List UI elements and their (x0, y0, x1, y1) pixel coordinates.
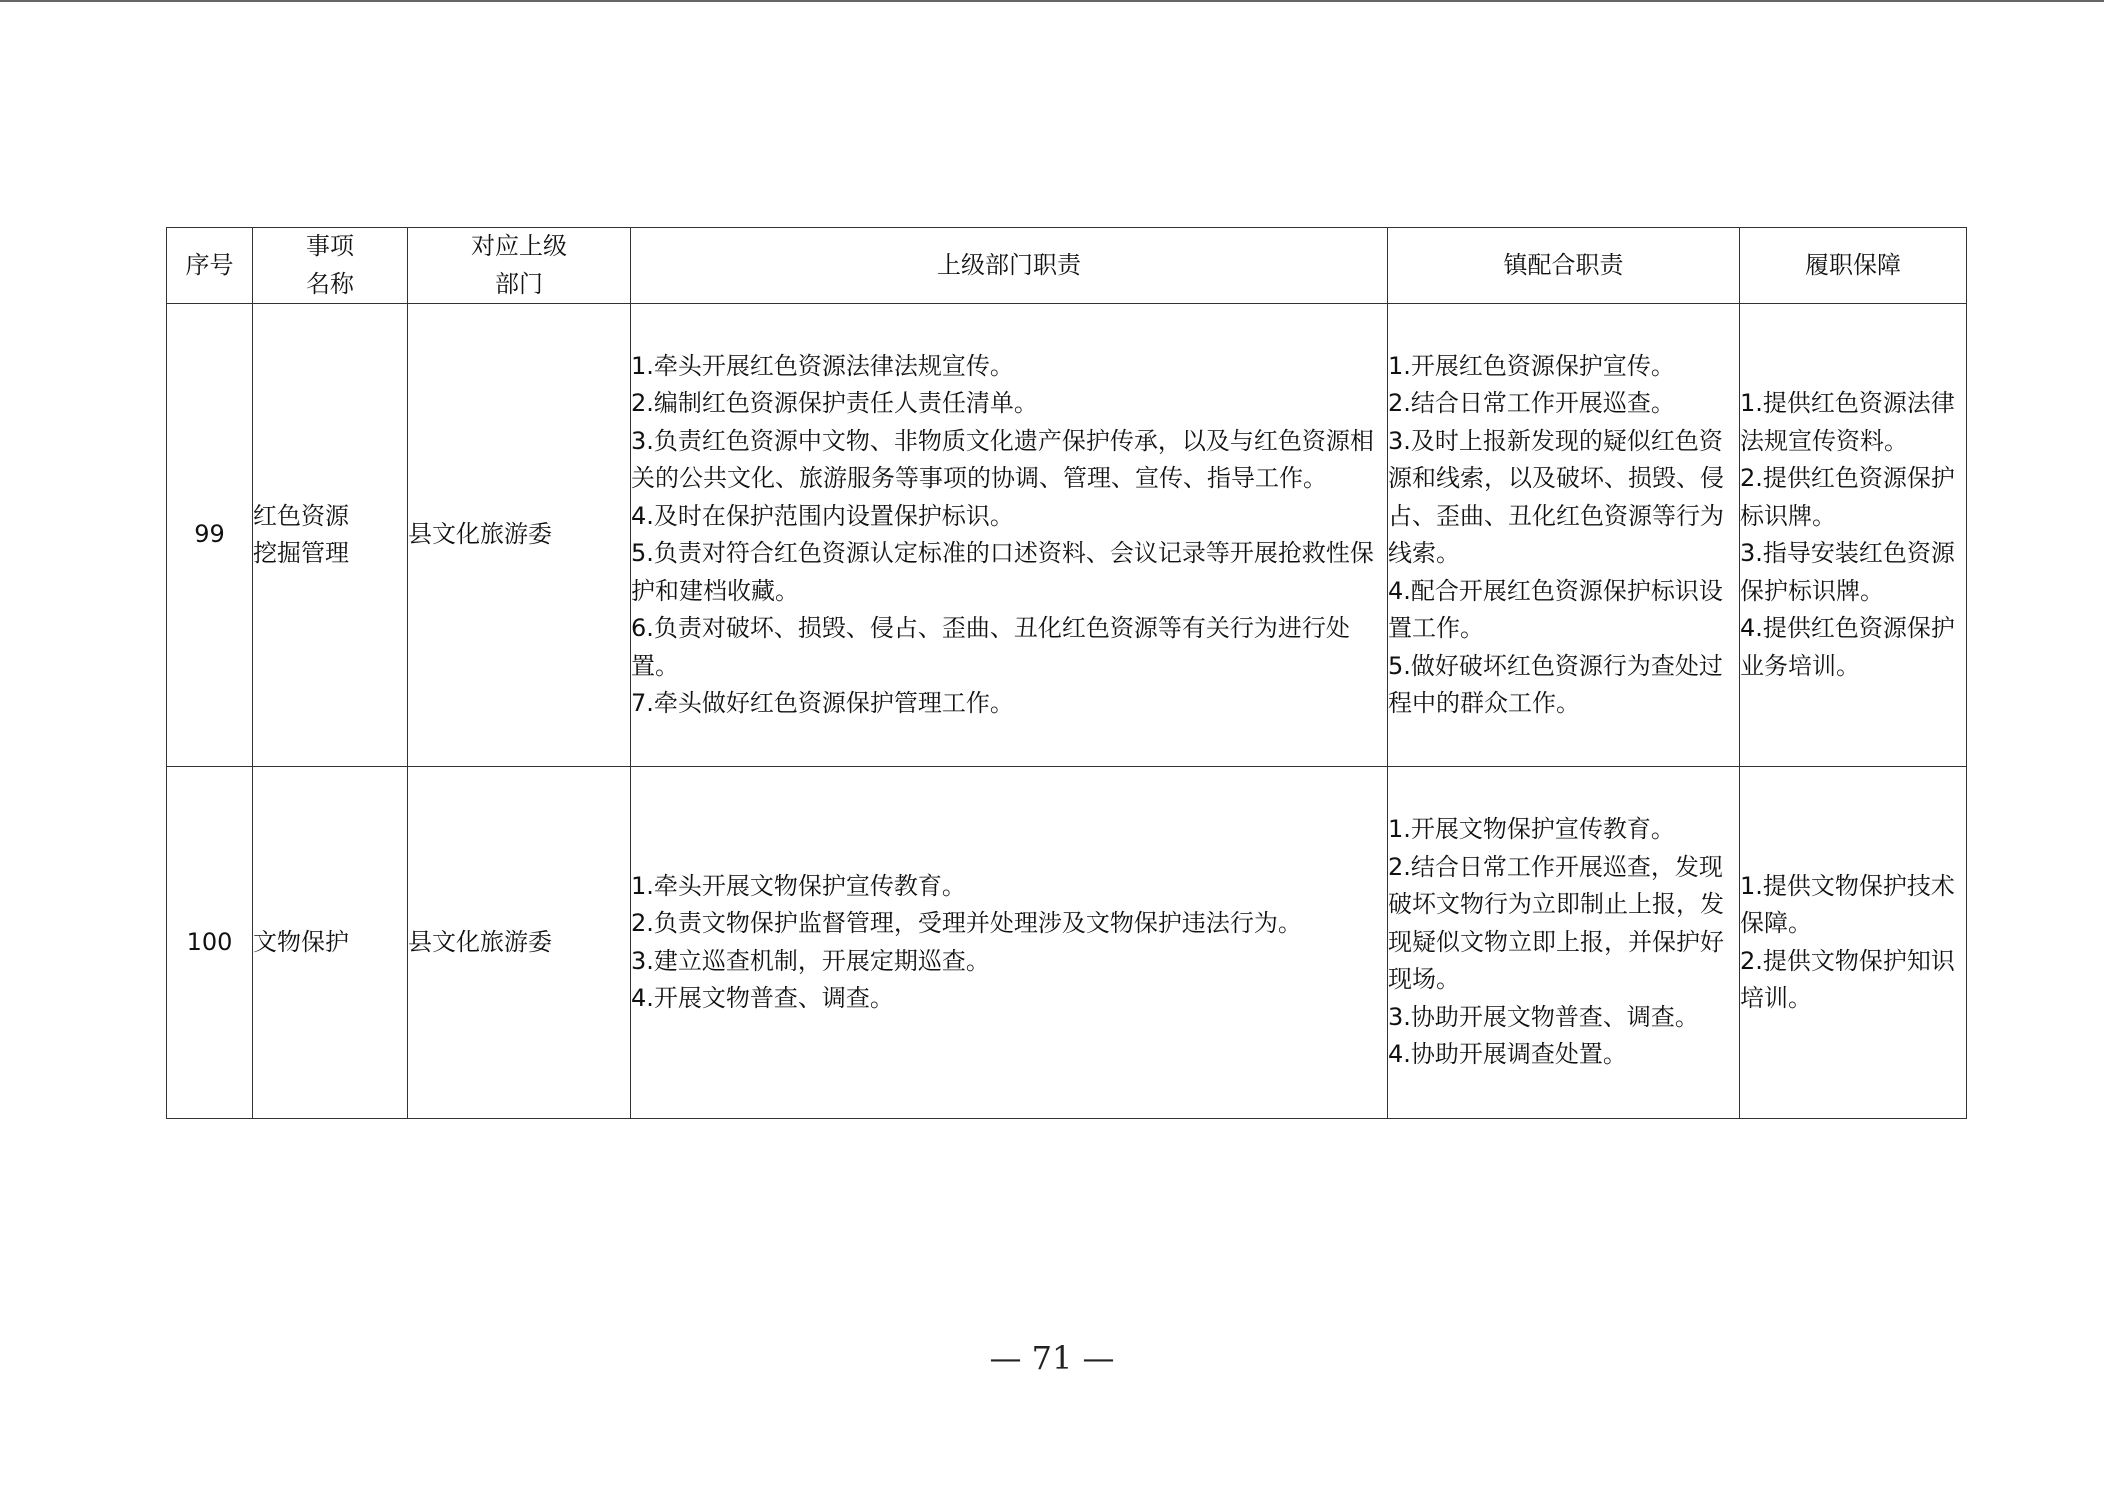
town-duty-item: 4.配合开展红色资源保护标识设置工作。 (1388, 576, 1723, 642)
header-superior-dept-line: 部门 (495, 269, 543, 298)
header-superior-dept (408, 228, 631, 304)
town-duty-item: 4.协助开展调查处置。 (1388, 1040, 1627, 1069)
row-superior-duties (631, 767, 1388, 1119)
guarantee-item: 4.提供红色资源保护业务培训。 (1740, 614, 1955, 680)
row-guarantee (1740, 304, 1967, 767)
duty-item: 6.负责对破坏、损毁、侵占、歪曲、丑化红色资源等有关行为进行处置。 (631, 614, 1350, 680)
header-item-name-line: 事项 (306, 232, 354, 260)
guarantee-item: 3.指导安装红色资源保护标识牌。 (1740, 539, 1955, 605)
table-row (167, 304, 1967, 767)
row-superior-dept: 县文化旅游委 (408, 304, 631, 767)
duty-item: 4.及时在保护范围内设置保护标识。 (631, 501, 1014, 530)
row-item-name (253, 304, 408, 767)
row-guarantee (1740, 767, 1967, 1119)
duty-item: 2.编制红色资源保护责任人责任清单。 (631, 389, 1038, 417)
item-name-line: 红色资源 (253, 501, 349, 530)
duty-table (166, 227, 1967, 1119)
duty-item: 3.建立巡查机制，开展定期巡查。 (631, 946, 990, 975)
row-seq: 99 (167, 304, 253, 767)
town-duty-item: 2.结合日常工作开展巡查，发现破坏文物行为立即制止上报，发现疑似文物立即上报，并保护好现场。 (1388, 852, 1724, 994)
header-guarantee: 履职保障 (1740, 228, 1967, 304)
town-duty-item: 1.开展文物保护宣传教育。 (1388, 815, 1675, 844)
item-name-line: 文物保护 (253, 927, 349, 956)
town-duty-item: 3.协助开展文物普查、调查。 (1388, 1002, 1699, 1031)
guarantee-item: 2.提供红色资源保护标识牌。 (1740, 464, 1955, 530)
row-superior-duties (631, 304, 1388, 767)
town-duty-item: 3.及时上报新发现的疑似红色资源和线索，以及破坏、损毁、侵占、歪曲、丑化红色资源等行为线索。 (1388, 426, 1724, 567)
town-duty-item: 5.做好破坏红色资源行为查处过程中的群众工作。 (1388, 651, 1723, 717)
header-town-duties: 镇配合职责 (1388, 228, 1740, 304)
guarantee-item: 1.提供红色资源法律法规宣传资料。 (1740, 389, 1955, 455)
table-row (167, 767, 1967, 1119)
guarantee-item: 2.提供文物保护知识培训。 (1740, 946, 1955, 1012)
header-seq: 序号 (167, 228, 253, 304)
town-duty-item: 1.开展红色资源保护宣传。 (1388, 351, 1675, 380)
header-item-name (253, 228, 408, 304)
guarantee-item: 1.提供文物保护技术保障。 (1740, 871, 1955, 937)
row-item-name (253, 767, 408, 1119)
row-superior-dept: 县文化旅游委 (408, 767, 631, 1119)
duty-item: 1.牵头开展文物保护宣传教育。 (631, 871, 966, 900)
table-header-row (167, 228, 1967, 304)
duty-item: 3.负责红色资源中文物、非物质文化遗产保护传承，以及与红色资源相关的公共文化、旅游服务等事项的协调、管理、宣传、指导工作。 (631, 426, 1374, 492)
row-town-duties (1388, 304, 1740, 767)
row-town-duties (1388, 767, 1740, 1119)
duty-item: 5.负责对符合红色资源认定标准的口述资料、会议记录等开展抢救性保护和建档收藏。 (631, 539, 1374, 605)
duty-item: 4.开展文物普查、调查。 (631, 984, 894, 1012)
duty-item: 2.负责文物保护监督管理，受理并处理涉及文物保护违法行为。 (631, 909, 1302, 937)
town-duty-item: 2.结合日常工作开展巡查。 (1388, 389, 1675, 417)
duty-item: 1.牵头开展红色资源法律法规宣传。 (631, 351, 1014, 380)
duty-item: 7.牵头做好红色资源保护管理工作。 (631, 689, 1014, 717)
row-seq: 100 (167, 767, 253, 1119)
header-superior-dept-line: 对应上级 (471, 232, 567, 260)
header-superior-duties: 上级部门职责 (631, 228, 1388, 304)
item-name-line: 挖掘管理 (253, 539, 349, 567)
page-number: — 71 — (989, 1339, 1115, 1377)
header-item-name-line: 名称 (306, 269, 354, 298)
